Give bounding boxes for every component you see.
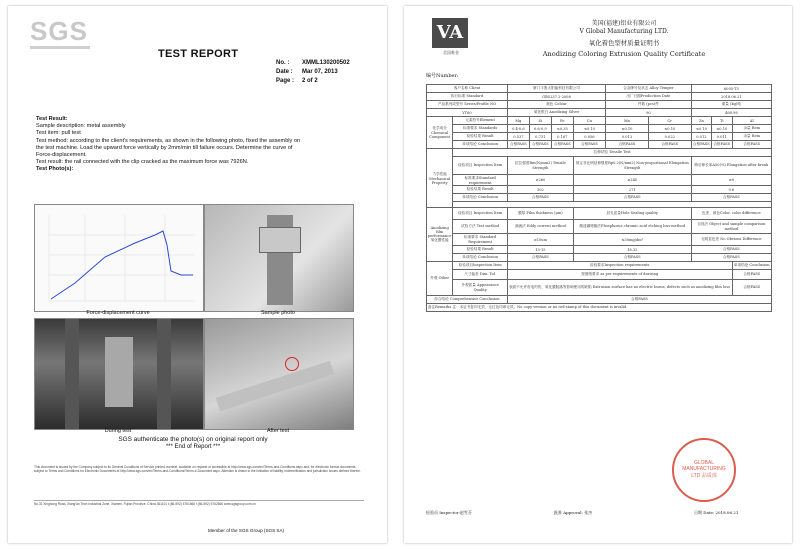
cell: 合格PASS <box>573 141 605 149</box>
cell: 合格PASS <box>691 246 771 254</box>
cell: 检验结果 Result <box>453 186 508 194</box>
table-row <box>427 157 772 175</box>
section-label-chemical: 化学成分 Chemical Component <box>427 117 453 149</box>
table-row <box>427 186 772 194</box>
stamp-text: GLOBAL MANUFACTURING LTD 品质部 <box>682 460 726 480</box>
sgs-logo: SGS <box>30 16 88 47</box>
cell: 执行标准 Standard <box>427 93 508 101</box>
table-row <box>427 280 772 296</box>
cell: Zn <box>691 117 711 125</box>
cell: 合格PASS <box>551 141 573 149</box>
cell: Ti <box>712 117 732 125</box>
table-row <box>427 254 772 262</box>
cell: 0.012 <box>691 133 711 141</box>
authenticate-note: SGS authenticate the photo(s) on original report only <box>118 436 268 443</box>
cell: ≤0.35 <box>551 125 573 133</box>
cell: 合格PASS <box>507 296 771 304</box>
company-name-cn: 美国(福建)铝业有限公司 <box>591 20 657 27</box>
cell: 件数 (pcs)件 <box>606 101 692 109</box>
cell: 颜色 Colour <box>507 101 605 109</box>
cell: 氧化银白 Anodizing Silver <box>507 109 605 117</box>
remarks-cell: 备注Remarks 注：本证书复印无效，无红色印章无效。No copy version or no red-stamp of this document is invalid. <box>427 304 772 312</box>
cell: ≤0.10 <box>712 125 732 133</box>
table-row <box>427 109 772 117</box>
cell: 合格PASS <box>732 270 771 280</box>
table-row <box>427 117 772 125</box>
cell: 单项结论 Conclusion <box>453 254 508 262</box>
table-row <box>427 194 772 202</box>
table-row <box>427 262 772 270</box>
cell: 单项结论 Conclusion <box>453 194 508 202</box>
va-logo: VA <box>432 18 468 48</box>
cell: 合格PASS <box>732 141 771 149</box>
cell: 合格PASS <box>573 254 691 262</box>
meta-no-label: No. : <box>276 60 290 66</box>
quality-certificate-page <box>404 6 792 543</box>
inspector-signature: 检验员 Inspector:赵雪芬 <box>426 510 472 515</box>
cell: 合格PASS <box>691 194 771 202</box>
force-displacement-chart-photo <box>34 204 204 312</box>
table-row <box>427 270 772 280</box>
certificate-table <box>426 84 772 312</box>
table-row <box>427 246 772 254</box>
cell: 抗拉强度Rm(N/mm2) Tensile Strength <box>507 157 573 175</box>
cell: 合格PASS <box>507 141 529 149</box>
cell: 合格PASS <box>648 141 691 149</box>
sgs-member-note: Member of the SGS Group (SGS SA) <box>208 528 285 533</box>
cell: 检验项目Inspection Item <box>453 262 508 270</box>
cell: 合格PASS <box>691 141 711 149</box>
cell: ≤0.10 <box>648 125 691 133</box>
va-logo-subtitle: 美国唯金 <box>443 50 459 55</box>
cell: 余量 Rem <box>732 133 771 141</box>
cell: 标准要求 Standard Requirement <box>453 234 508 246</box>
cell: 尺寸偏差 Dim. Tol. <box>453 270 508 280</box>
test-result-heading: Test Result: <box>36 116 68 122</box>
table-row <box>427 133 772 141</box>
cell: 目视法 Object and sample comparison method <box>691 220 771 234</box>
cell: 检验项目 Inspection Item <box>453 208 508 220</box>
cell: 2018.06.21 <box>691 93 771 101</box>
caption-force-curve: Force-displacement curve <box>86 310 150 316</box>
table-row <box>427 101 772 109</box>
table-row <box>427 208 772 220</box>
company-name-en: V Global Manufacturing LTD. <box>579 28 669 35</box>
cell: 468.98 <box>691 109 771 117</box>
meta-date-label: Date : <box>276 69 293 75</box>
cell: ≥240 <box>573 175 691 186</box>
section-label-other: 外观 Other <box>427 262 453 296</box>
cell: YT60 <box>427 109 508 117</box>
cell: 0.056 <box>573 133 605 141</box>
report-body <box>36 116 366 174</box>
cell: 合格PASS <box>606 141 649 149</box>
cell: 6005-T5 <box>691 85 771 93</box>
cell: 综合结论 Comprehensive Conclusion <box>427 296 508 304</box>
cell: 表面不允许有电灼伤、氧化膜脱落等影响使用的缺陷 Extrusion surface has no electric burns, defects such as anodizing film loss <box>507 280 732 296</box>
cell: 试验方法 Test method <box>453 220 508 234</box>
cell: ≤0.10 <box>691 125 711 133</box>
quality-stamp <box>672 438 736 502</box>
disclaimer-text: This document is issued by the Company subject to its General Conditions of Service printed overleaf, available on request or accessible at http://www.sgs.com/en/Terms-and-Conditions.aspx and, for electronic format documents, subject to Terms and Conditions for Electronic Documents at http://www.sgs.com/en/Terms-and-Conditions/Terms-e-Document.aspx. Attention is drawn to the limitation of liability, indemnification and jurisdiction issues defined therein. <box>34 465 361 473</box>
cell: 膜厚 Film thickness (μm) <box>507 208 573 220</box>
address-line: No.31 Xinghong Road, Xiang'An Tech Industrial Zone, Xiamen, Fujian Province, China 361101 t (86-592) 5761666 f (86-592) 5762666 www.sgsgroup.com.cn <box>34 500 364 507</box>
cell: 合格PASS <box>712 141 732 149</box>
cell: 标准要求 Standards <box>453 125 508 133</box>
cell: 0.022 <box>648 133 691 141</box>
cell: 13-15 <box>507 246 573 254</box>
table-row <box>427 125 772 133</box>
caption-sample-photo: Sample photo <box>261 310 295 316</box>
cell: 合格PASS <box>507 254 573 262</box>
cell: 产品系列或型号 Series/Profile NO <box>427 101 508 109</box>
cell: ≤0.10 <box>606 125 649 133</box>
cell: 客户名称 Client <box>427 85 508 93</box>
meta-page-value: 2 of 2 <box>302 78 318 84</box>
cell: 0.013 <box>606 133 649 141</box>
cell: 重量 (kg)吨 <box>691 101 771 109</box>
cell: ≥8 <box>691 175 771 186</box>
table-row <box>427 304 772 312</box>
cell: 元素符号Element <box>453 117 508 125</box>
cell: ≥260 <box>507 175 573 186</box>
section-label-film: Anodizing film performance 氧化膜性能 <box>427 208 453 262</box>
cell: 规定非比例延伸强度Rp0.2(N/mm2) Non-proportional Elongation Strength <box>573 157 691 175</box>
meta-page-label: Page : <box>276 78 295 84</box>
force-curve-graphic <box>35 205 203 311</box>
cell: 外观质量 Appearance Quality <box>453 280 508 296</box>
table-row <box>427 220 772 234</box>
after-test-photo <box>204 318 354 430</box>
cell: 出厂日期Production Date <box>606 93 692 101</box>
cell: Si <box>529 117 551 125</box>
section-label-mechanical: 力学性能 Mechanical Property <box>427 149 453 208</box>
certificate-date: 日期 Date: 2018.06.21 <box>694 510 739 515</box>
cell: 封孔质量Hole Sealing quality <box>573 208 691 220</box>
cell: 余量 Rem <box>732 125 771 133</box>
cell: 0.4-0.6 <box>507 125 529 133</box>
cell: 271 <box>573 186 691 194</box>
table-row <box>427 296 772 304</box>
cell: 检验项目 Inspection Item <box>453 157 508 175</box>
sample-photo <box>204 204 354 312</box>
cell: 合金牌号及状态 Alloy Temper <box>606 85 692 93</box>
cell: 0.731 <box>529 133 551 141</box>
sgs-test-report-page <box>8 6 387 543</box>
cell: 0.6-0.9 <box>529 125 551 133</box>
cell: GB5237.2-2008 <box>507 93 605 101</box>
approval-signature: 批准 Approval: 张杰 <box>554 510 593 515</box>
cell: Al <box>732 117 771 125</box>
certificate-number-label: 编号Number: <box>426 73 459 79</box>
test-item: Test item: pull test <box>36 130 81 137</box>
cell: 0.011 <box>712 133 732 141</box>
certificate-title-cn: 氧化着色型材质量证明书 <box>588 39 660 47</box>
table-row <box>427 149 772 157</box>
cell: 无明显色差 No Obvious Difference <box>691 234 771 246</box>
table-row <box>427 175 772 186</box>
cell: 9.6 <box>691 186 771 194</box>
end-of-report: *** End of Report *** <box>165 444 221 450</box>
cell: 断后伸长率A50(%) Elongation after break <box>691 157 771 175</box>
cell: 单项结论 Conclusion <box>453 141 508 149</box>
cell: 按图纸要求 as per requirements of drawing <box>507 270 732 280</box>
cell: ≥10um <box>507 234 573 246</box>
cell: 0.537 <box>507 133 529 141</box>
table-row <box>427 93 772 101</box>
table-row <box>427 234 772 246</box>
cell: 90 <box>606 109 692 117</box>
test-result-text: Test result: the rail connected with the clip cracked as the maximum force was 7926N. <box>36 159 249 166</box>
meta-date-value: Mar 07, 2013 <box>302 69 338 75</box>
cell: Cr <box>648 117 691 125</box>
test-method-1: Test method: according to the client's requirements, as shown in the following photo, fixed the assembly on <box>36 137 301 144</box>
cell: 18.32 <box>573 246 691 254</box>
cell: 302 <box>507 186 573 194</box>
cell: ≤0.10 <box>573 125 605 133</box>
test-method-3: Force-displacement. <box>36 152 87 159</box>
during-test-photo <box>34 318 204 430</box>
sample-description: Sample description: metal assembly <box>36 123 126 130</box>
caption-after-test: After test <box>266 428 289 434</box>
report-title: TEST REPORT <box>158 48 239 60</box>
meta-no-value: XMML130200502 <box>302 60 350 66</box>
cell: 检验要求Inspection requirements <box>507 262 732 270</box>
test-photos-heading: Test Photo(s): <box>36 166 74 173</box>
cell: 0.167 <box>551 133 573 141</box>
cell: 合格PASS <box>691 254 771 262</box>
cell: 酸浸磷铬酸法Phosphorus chromic acid etching loss-method <box>573 220 691 234</box>
cell: 标准要求Standard requirement <box>453 175 508 186</box>
tensile-test-heading: 拉伸试验 Tensile Test <box>453 149 772 157</box>
cell: 涡流法 Eddy current method <box>507 220 573 234</box>
cell: Mg <box>507 117 529 125</box>
cell: 合格PASS <box>732 280 771 296</box>
table-row <box>427 85 772 93</box>
cell: Cu <box>573 117 605 125</box>
cell: 厦门宇胜太阳能科技有限公司 <box>507 85 605 93</box>
cell: 合格PASS <box>507 194 573 202</box>
cell: 检验结果 Result <box>453 133 508 141</box>
caption-during-test: During test <box>104 428 132 434</box>
cell: 单项结论 Conclusion <box>732 262 771 270</box>
certificate-title-en: Anodizing Coloring Extrusion Quality Certificate <box>542 50 706 58</box>
cell: 合格PASS <box>529 141 551 149</box>
cell: 色差、颜色Color, color difference <box>691 208 771 220</box>
cell: Fe <box>551 117 573 125</box>
cell: ≤30mg/dm² <box>573 234 691 246</box>
cell: 合格PASS <box>573 194 691 202</box>
cell: 检验结果 Result <box>453 246 508 254</box>
cell: Mn <box>606 117 649 125</box>
test-method-2: the test machine. Load the upward force vertically by 2mm/min till failure occurs. Determine the curve of <box>36 144 293 151</box>
table-row <box>427 141 772 149</box>
